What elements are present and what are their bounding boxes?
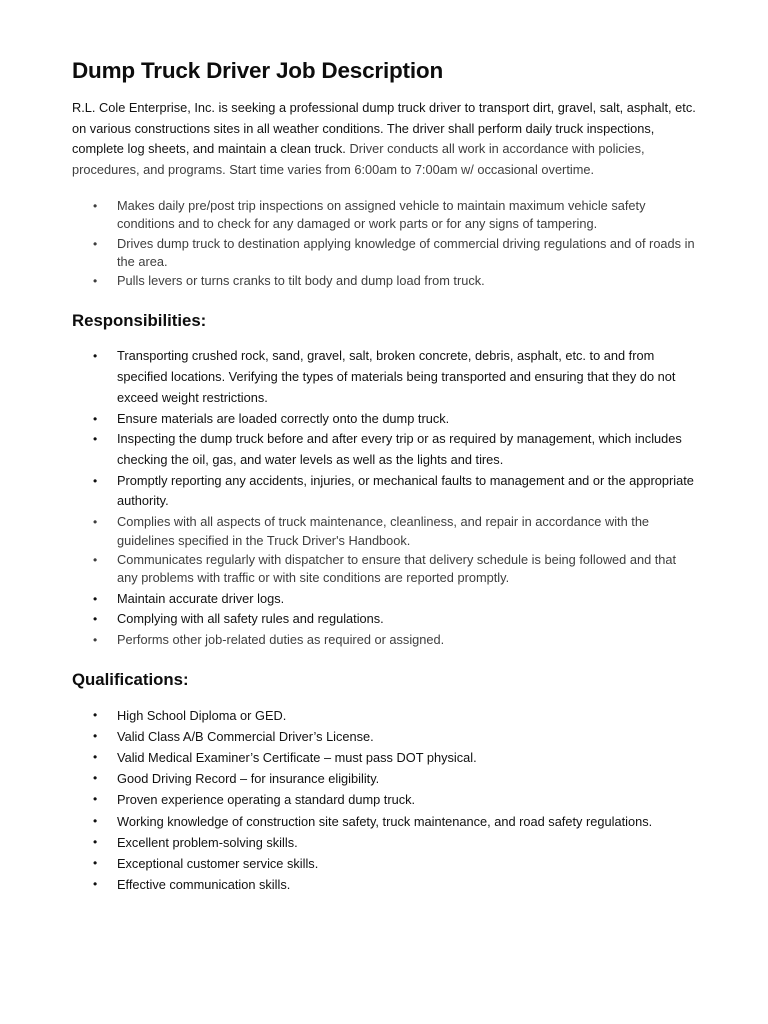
qualification-text: High School Diploma or GED. xyxy=(117,707,287,723)
list-item xyxy=(72,789,696,810)
list-item xyxy=(72,768,696,789)
list-item xyxy=(72,631,696,649)
list-item xyxy=(72,726,696,747)
bullet-icon: • xyxy=(93,612,98,627)
bullet-icon: • xyxy=(93,834,98,849)
qualifications-heading: Qualifications: xyxy=(72,669,189,689)
bullet-icon: • xyxy=(93,877,98,892)
qualification-text: Excellent problem-solving skills. xyxy=(117,834,298,850)
list-item xyxy=(72,409,696,430)
responsibilities-heading: Responsibilities: xyxy=(72,311,207,331)
qualification-text: Valid Class A/B Commercial Driver’s License. xyxy=(117,728,374,744)
intro-secondary-text: Driver conducts all work in accordance with policies, procedures, and programs. Start time varies from 6:00am to 7:00am w/ occasional overtime. xyxy=(72,141,645,177)
list-item xyxy=(72,272,696,290)
responsibility-text: Performs other job-related duties as required or assigned. xyxy=(117,632,445,648)
list-item xyxy=(72,747,696,768)
bullet-icon: • xyxy=(93,771,98,786)
bullet-icon: • xyxy=(93,633,98,648)
responsibility-text: Transporting crushed rock, sand, gravel, salt, broken concrete, debris, asphalt, etc. to and from specified locations. Verifying the types of materials being transported and ensuring that they do not exceed weight restrictions. xyxy=(117,348,676,405)
duty-text: Drives dump truck to destination applying knowledge of commercial driving regulations and of roads in the area. xyxy=(117,235,695,269)
list-item xyxy=(72,235,696,272)
responsibilities-list xyxy=(72,346,696,649)
bullet-icon: • xyxy=(93,749,98,764)
list-item xyxy=(72,853,696,874)
list-item xyxy=(72,589,696,610)
bullet-icon: • xyxy=(93,411,98,426)
list-item xyxy=(72,705,696,726)
bullet-icon: • xyxy=(93,591,98,606)
list-item xyxy=(72,609,696,630)
duty-text: Pulls levers or turns cranks to tilt body and dump load from truck. xyxy=(117,273,485,289)
document-title: Dump Truck Driver Job Description xyxy=(72,58,443,83)
bullet-icon: • xyxy=(93,813,98,828)
responsibility-text: Complying with all safety rules and regulations. xyxy=(117,611,384,627)
qualification-text: Proven experience operating a standard dump truck. xyxy=(117,792,416,808)
qualification-text: Exceptional customer service skills. xyxy=(117,855,319,871)
responsibility-text: Inspecting the dump truck before and after every trip or as required by management, which includes checking the oil, gas, and water levels as well as the lights and tires. xyxy=(117,431,682,467)
qualifications-list xyxy=(72,705,696,896)
qualification-text: Good Driving Record – for insurance eligibility. xyxy=(117,771,380,787)
qualification-text: Working knowledge of construction site safety, truck maintenance, and road safety regulations. xyxy=(117,813,653,829)
bullet-icon: • xyxy=(93,707,98,722)
qualification-text: Effective communication skills. xyxy=(117,877,291,893)
bullet-icon: • xyxy=(93,473,98,488)
responsibility-text: Complies with all aspects of truck maintenance, cleanliness, and repair in accordance with the guidelines specified in the Truck Driver's Handbook. xyxy=(117,514,650,548)
intro-paragraph xyxy=(72,98,696,180)
bullet-icon: • xyxy=(93,855,98,870)
responsibility-text: Promptly reporting any accidents, injuries, or mechanical faults to management and or the appropriate authority. xyxy=(117,472,694,509)
list-item xyxy=(72,346,696,408)
responsibility-text: Communicates regularly with dispatcher to ensure that delivery schedule is being followed and that any problems with traffic or with site conditions are reported promptly. xyxy=(117,551,677,586)
bullet-icon: • xyxy=(93,728,98,743)
bullet-icon: • xyxy=(93,199,98,213)
list-item xyxy=(72,874,696,895)
duty-text: Makes daily pre/post trip inspections on assigned vehicle to maintain maximum vehicle safety conditions and to check for any damaged or work parts or for any signs of tampering. xyxy=(117,198,646,232)
intro-primary-text: R.L. Cole Enterprise, Inc. is seeking a professional dump truck driver to transport dirt, gravel, salt, asphalt, etc. on various constructions sites in all weather conditions. The driver shall perform daily truck inspections, complete log sheets, and maintain a clean truck. xyxy=(72,100,696,156)
list-item xyxy=(72,811,696,832)
qualification-text: Valid Medical Examiner’s Certificate – must pass DOT physical. xyxy=(117,749,477,765)
bullet-icon: • xyxy=(93,274,98,289)
list-item xyxy=(72,551,696,588)
bullet-icon: • xyxy=(93,792,98,807)
responsibility-text: Ensure materials are loaded correctly onto the dump truck. xyxy=(117,410,450,426)
duties-list xyxy=(72,197,696,290)
list-item xyxy=(72,429,696,470)
bullet-icon: • xyxy=(93,515,98,530)
list-item xyxy=(72,513,696,550)
bullet-icon: • xyxy=(93,552,98,567)
bullet-icon: • xyxy=(93,349,98,364)
bullet-icon: • xyxy=(93,236,98,251)
list-item xyxy=(72,471,696,512)
list-item xyxy=(72,832,696,853)
bullet-icon: • xyxy=(93,432,98,447)
responsibility-text: Maintain accurate driver logs. xyxy=(117,590,285,606)
list-item xyxy=(72,197,696,234)
